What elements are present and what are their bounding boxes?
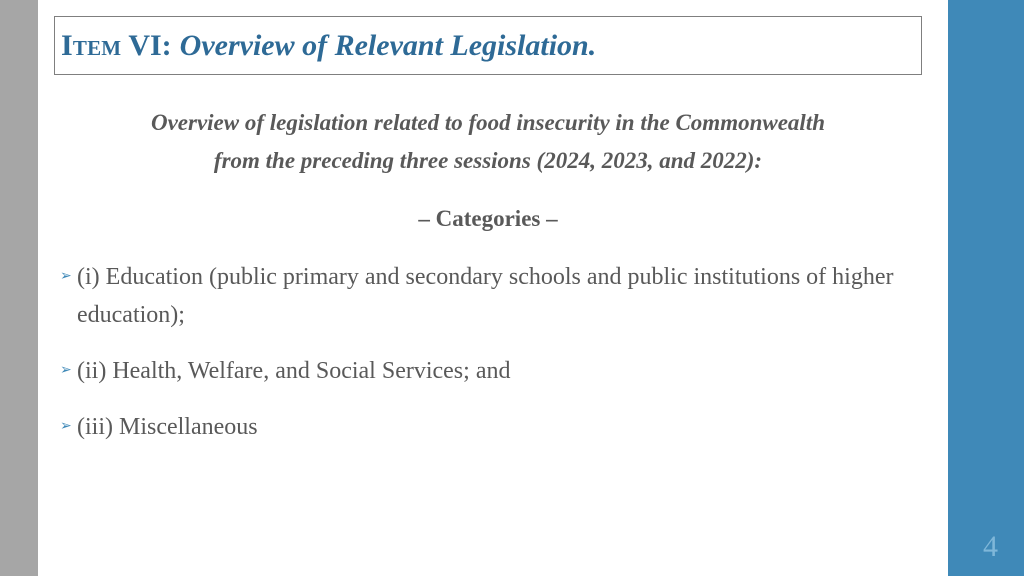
bullet-text: (iii) Miscellaneous [77, 414, 258, 440]
title-item-number: VI [128, 28, 162, 62]
list-item [60, 408, 920, 446]
title-item-label: Item [61, 28, 122, 62]
slide-number: 4 [983, 530, 998, 563]
bullet-text: (i) Education (public primary and secondary schools and public institutions of higher education); [77, 264, 894, 328]
list-item [60, 352, 920, 390]
title-box [54, 16, 922, 75]
arrow-bullet-icon: ➢ [60, 363, 72, 378]
arrow-bullet-icon: ➢ [60, 419, 72, 434]
arrow-bullet-icon: ➢ [60, 269, 72, 284]
subtitle-line-2: from the preceding three sessions (2024, 2023, and 2022): [213, 148, 763, 173]
title-colon: : [161, 28, 172, 62]
page-title: Overview of Relevant Legislation. [179, 28, 597, 62]
right-sidebar-bar [948, 0, 1024, 576]
bullet-text: (ii) Health, Welfare, and Social Services; and [77, 358, 511, 384]
bullet-list [60, 258, 920, 464]
subtitle-line-1: Overview of legislation related to food insecurity in the Commonwealth [150, 110, 826, 135]
categories-heading: – Categories – [418, 206, 558, 231]
list-item [60, 258, 920, 334]
subtitle [54, 104, 922, 180]
left-sidebar-bar [0, 0, 38, 576]
